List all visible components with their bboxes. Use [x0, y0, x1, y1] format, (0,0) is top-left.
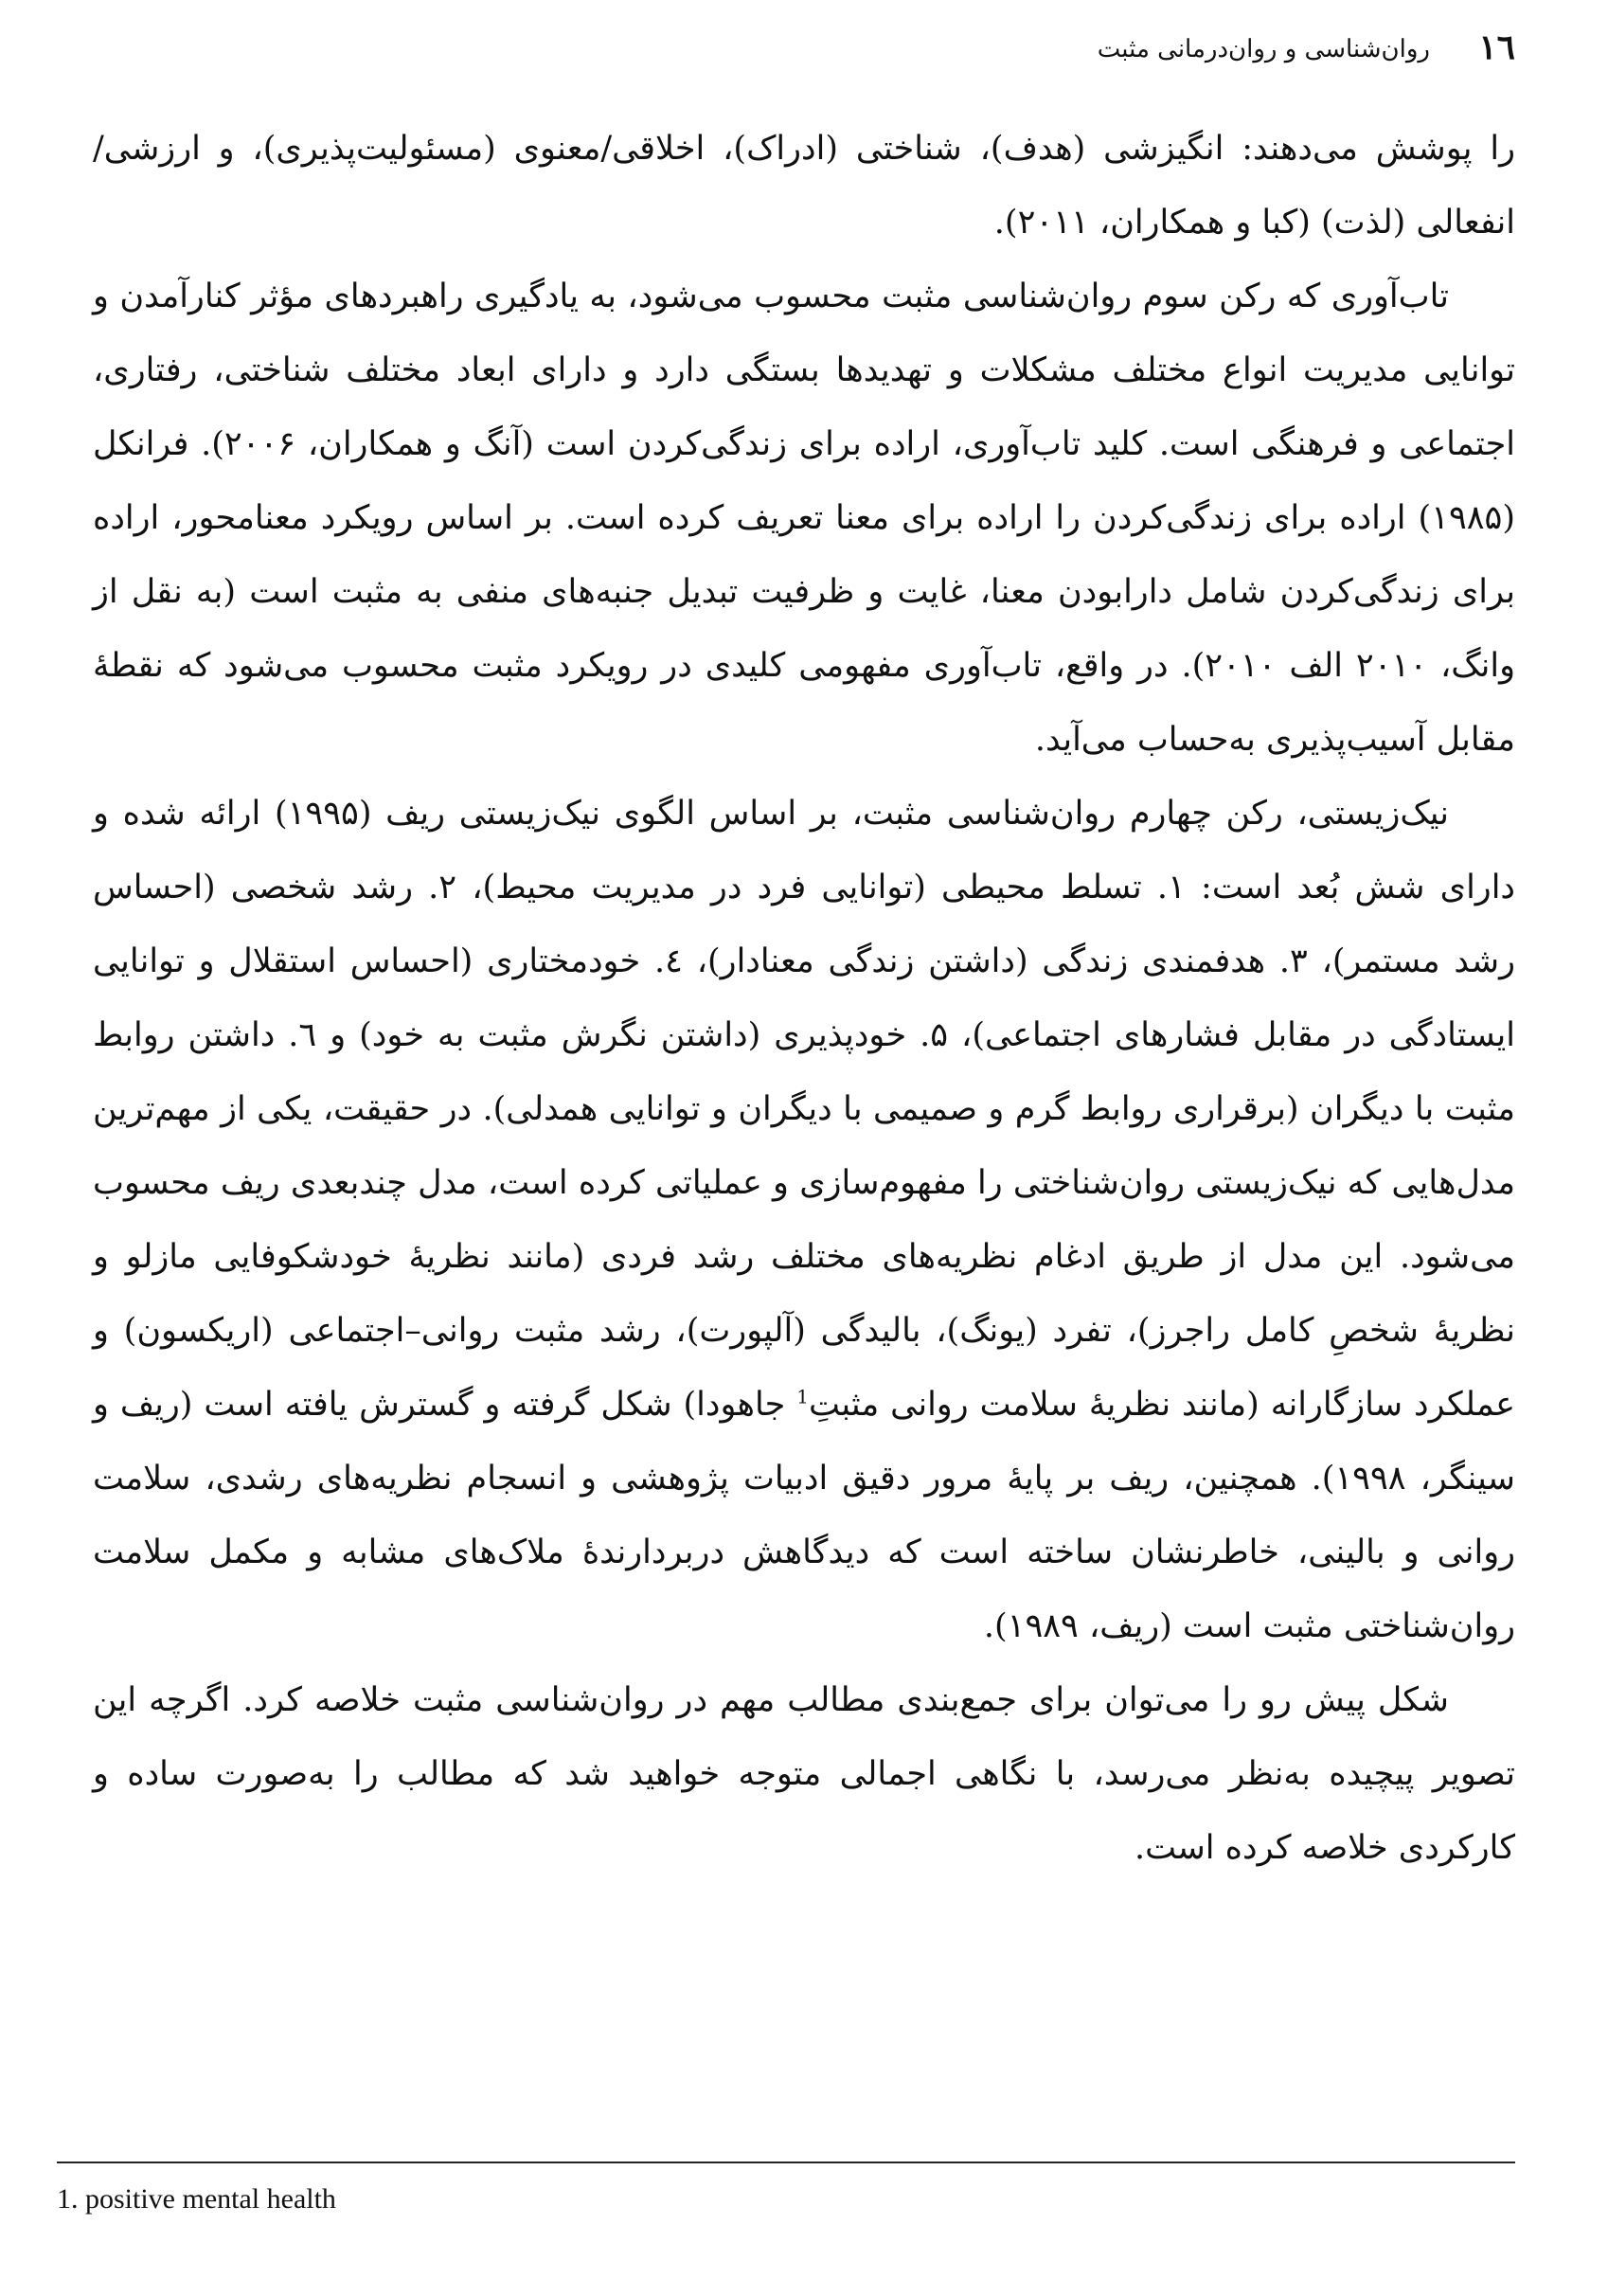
paragraph-4: شکل پیش رو را می‌توان برای جمع‌بندی مطالب مهم در روان‌شناسی مثبت خلاصه کرد. اگرچه این تصویر پیچیده به‌نظر می‌رسد، با نگاهی اجمالی متوجه خواهید شد که مطالب را به‌صورت ساده و کارکردی خلاصه کرده است. — [93, 1681, 1515, 1867]
paragraph-2: تاب‌آوری که رکن سوم روان‌شناسی مثبت محسوب می‌شود، به یادگیری راهبردهای مؤثر کنارآمدن و توانایی مدیریت انواع مختلف مشکلات و تهدیدها بستگی دارد و دارای ابعاد مختلف شناختی، رفتاری، اجتماعی و فرهنگی است. کلید تاب‌آوری، اراده برای زندگی‌کردن است (آنگ و همکاران، ۲۰۰۶). فرانکل (۱۹۸۵) اراده برای زندگی‌کردن را اراده برای معنا تعریف کرده است. بر اساس رویکرد معنامحور، اراده برای زندگی‌کردن شامل دارابودن معنا، غایت و ظرفیت تبدیل جنبه‌های منفی به مثبت است (به نقل از وانگ، ۲۰۱۰ الف ۲۰۱۰). در واقع، تاب‌آوری مفهومی کلیدی در رویکرد مثبت محسوب می‌شود که نقطهٔ مقابل آسیب‌پذیری به‌حساب می‌آید. — [93, 278, 1516, 759]
running-title: روان‌شناسی و روان‌درمانی مثبت — [1097, 35, 1430, 63]
footnote-marker: 1 — [796, 1385, 809, 1408]
page-number: ١٦ — [1478, 27, 1515, 67]
paragraph-3-part-2: جاهودا) شکل گرفته و گسترش یافته است (ریف و سینگر، ۱۹۹۸). همچنین، ریف بر پایهٔ مرور دقیق ادبیات پژوهشی و انسجام نظریه‌های رشدی، سلامت روانی و بالینی، خاطرنشان ساخته است که دیدگاهش دربردارندهٔ ملاک‌های مشابه و مکمل سلامت روان‌شناختی مثبت است (ریف، ۱۹۸۹). — [93, 1386, 1516, 1645]
paragraph-3 — [93, 777, 1515, 1663]
paragraph-3-part-1: نیک‌زیستی، رکن چهارم روان‌شناسی مثبت، بر اساس الگوی نیک‌زیستی ریف (۱۹۹۵) ارائه شده و دارای شش بُعد است: ۱. تسلط محیطی (توانایی فرد در مدیریت محیط)، ۲. رشد شخصی (احساس رشد مستمر)، ۳. هدفمندی زندگی (داشتن زندگی معنادار)، ٤. خودمختاری (احساس استقلال و توانایی ایستادگی در مقابل فشارهای اجتماعی)، ۵. خودپذیری (داشتن نگرش مثبت به خود) و ٦. داشتن روابط مثبت با دیگران (برقراری روابط گرم و صمیمی با دیگران و توانایی همدلی). در حقیقت، یکی از مهم‌ترین مدل‌هایی که نیک‌زیستی روان‌شناختی را مفهوم‌سازی و عملیاتی کرده است، مدل چندبعدی ریف محسوب می‌شود. این مدل از طریق ادغام نظریه‌های مختلف رشد فردی (مانند نظریهٔ خودشکوفایی مازلو و نظریهٔ شخصِ کامل راجرز)، تفرد (یونگ)، بالیدگی (آلپورت)، رشد مثبت روانی–اجتماعی (اریکسون) و عملکرد سازگارانه (مانند نظریهٔ سلامت روانی مثبتِ — [93, 795, 1516, 1424]
page-header — [95, 27, 1515, 68]
paragraph-1: را پوشش می‌دهند: انگیزشی (هدف)، شناختی (ادراک)، اخلاقی/معنوی (مسئولیت‌پذیری)، و ارزشی/انفعالی (لذت) (کبا و همکاران، ۲۰۱۱). — [93, 130, 1515, 242]
footnote-divider — [57, 2161, 1515, 2163]
footnote: 1. positive mental health — [57, 2183, 336, 2215]
body-text — [93, 112, 1515, 1885]
